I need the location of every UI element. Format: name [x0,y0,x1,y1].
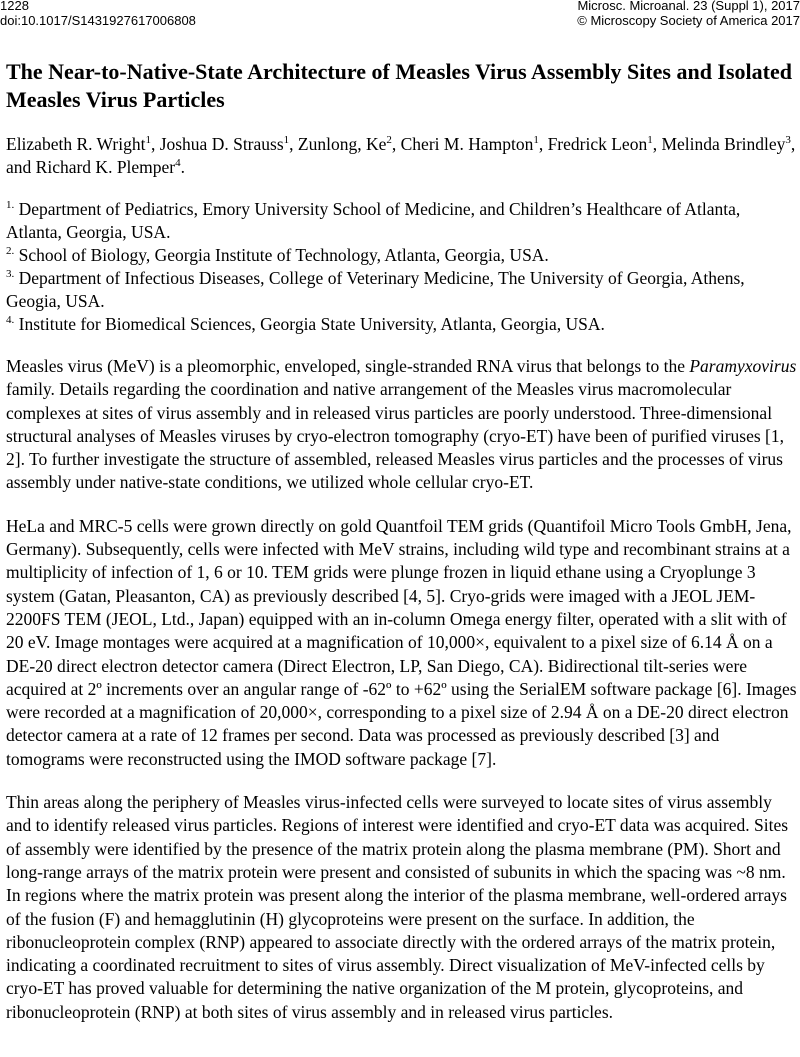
author: Richard K. Plemper [35,157,176,177]
affiliation: $^{3.}$ Department of Infectious Diseases, College of Veterinary Medicine, The University of Georgia, Athens, Geogia, USA. [6,268,745,311]
article-content [6,58,798,1024]
author: Fredrick Leon [547,134,648,154]
author-affil-marker: 4 [175,157,181,170]
page-number: 1228 [0,0,29,13]
journal-citation: Microsc. Microanal. 23 (Suppl 1), 2017 [577,0,800,13]
author-affil-marker: 1 [647,134,653,147]
affiliation-list [6,198,798,336]
body-paragraph-methods: HeLa and MRC-5 cells were grown directly on gold Quantfoil TEM grids (Quantifoil Micro Tools GmbH, Jena, Germany). Subsequently, cells were infected with MeV strains, including wild type and recombinant strains at a multiplicity of infection of 1, 6 or 10. TEM grids were plunge frozen in liquid ethane using a Cryoplunge 3 system (Gatan, Pleasanton, CA) as previously described [4, 5]. Cryo-grids were imaged with a JEOL JEM-2200FS TEM (JEOL, Ltd., Japan) equipped with an in-column Omega energy filter, operated with a slit with of 20 eV. Image montages were acquired at a magnification of 10,000×, equivalent to a pixel size of 6.14 Å on a DE-20 direct electron detector camera (Direct Electron, LP, San Diego, CA). Bidirectional tilt-series were acquired at 2º increments over an angular range of -62º to +62º using the SerialEM software package [6]. Images were recorded at a magnification of 20,000×, corresponding to a pixel size of 2.94 Å on a DE-20 direct electron detector camera at a rate of 12 frames per second. Data was processed as previously described [3] and tomograms were reconstructed using the IMOD software package [7]. [6,515,797,769]
copyright: © Microscopy Society of America 2017 [577,13,800,28]
author-affil-marker: 1 [145,134,151,147]
author: Joshua D. Strauss [159,134,284,154]
author-list: Elizabeth R. Wright$^1$, Joshua D. Strauss$^1$, Zunlong, Ke$^2$, Cheri M. Hampton$^1$, Fredrick Leon$^1$, Melinda Brindley$^3$, and Richard K. Plemper$^4$. [6,134,796,177]
affiliation: $^{4.}$ Institute for Biomedical Sciences, Georgia State University, Atlanta, Georgia, USA. [6,314,605,334]
affiliation: $^{1.}$ Department of Pediatrics, Emory University School of Medicine, and Children’s Healthcare of Atlanta, Atlanta, Georgia, USA. [6,199,741,242]
author: Melinda Brindley [661,134,786,154]
body-paragraph-results: Thin areas along the periphery of Measles virus-infected cells were surveyed to locate sites of virus assembly and to identify released virus particles. Regions of interest were identified and cryo-ET data was acquired. Sites of assembly were identified by the presence of the matrix protein along the plasma membrane (PM). Short and long-range arrays of the matrix protein were present and consisted of subunits in which the spacing was ~8 nm. In regions where the matrix protein was present along the interior of the plasma membrane, well-ordered arrays of the fusion (F) and hemagglutinin (H) glycoproteins were present on the surface. In addition, the ribonucleoprotein complex (RNP) appeared to associate directly with the ordered arrays of the matrix protein, indicating a coordinated recruitment to sites of virus assembly. Direct visualization of MeV-infected cells by cryo-ET has proved valuable for determining the native organization of the M protein, glycoproteins, and ribonucleoprotein (RNP) at both sites of virus assembly and in released virus particles. [6,792,789,1022]
author-affil-marker: 3 [785,134,791,147]
author-affil-marker: 2 [386,134,392,147]
author: Cheri M. Hampton [400,134,534,154]
paper-title: The Near-to-Native-State Architecture of Measles Virus Assembly Sites and Isolated Measles Virus Particles [6,59,792,112]
author: Zunlong, Ke [297,134,387,154]
doi: doi:10.1017/S1431927617006808 [0,13,196,28]
author-affil-marker: 1 [533,134,539,147]
italic-term: Paramyxovirus [689,356,797,376]
author: Elizabeth R. Wright [6,134,146,154]
affiliation: $^{2.}$ School of Biology, Georgia Institute of Technology, Atlanta, Georgia, USA. [6,245,549,265]
body-paragraph-intro: Measles virus (MeV) is a pleomorphic, enveloped, single-stranded RNA virus that belongs to the Paramyxovirus family. Details regarding the coordination and native arrangement of the Measles virus macromolecular complexes at sites of virus assembly and in released virus particles are poorly understood. Three-dimensional structural analyses of Measles viruses by cryo-electron tomography (cryo-ET) have been of purified viruses [1, 2]. To further investigate the structure of assembled, released Measles virus particles and the processes of virus assembly under native-state conditions, we utilized whole cellular cryo-ET. [6,356,797,493]
author-affil-marker: 1 [283,134,290,147]
